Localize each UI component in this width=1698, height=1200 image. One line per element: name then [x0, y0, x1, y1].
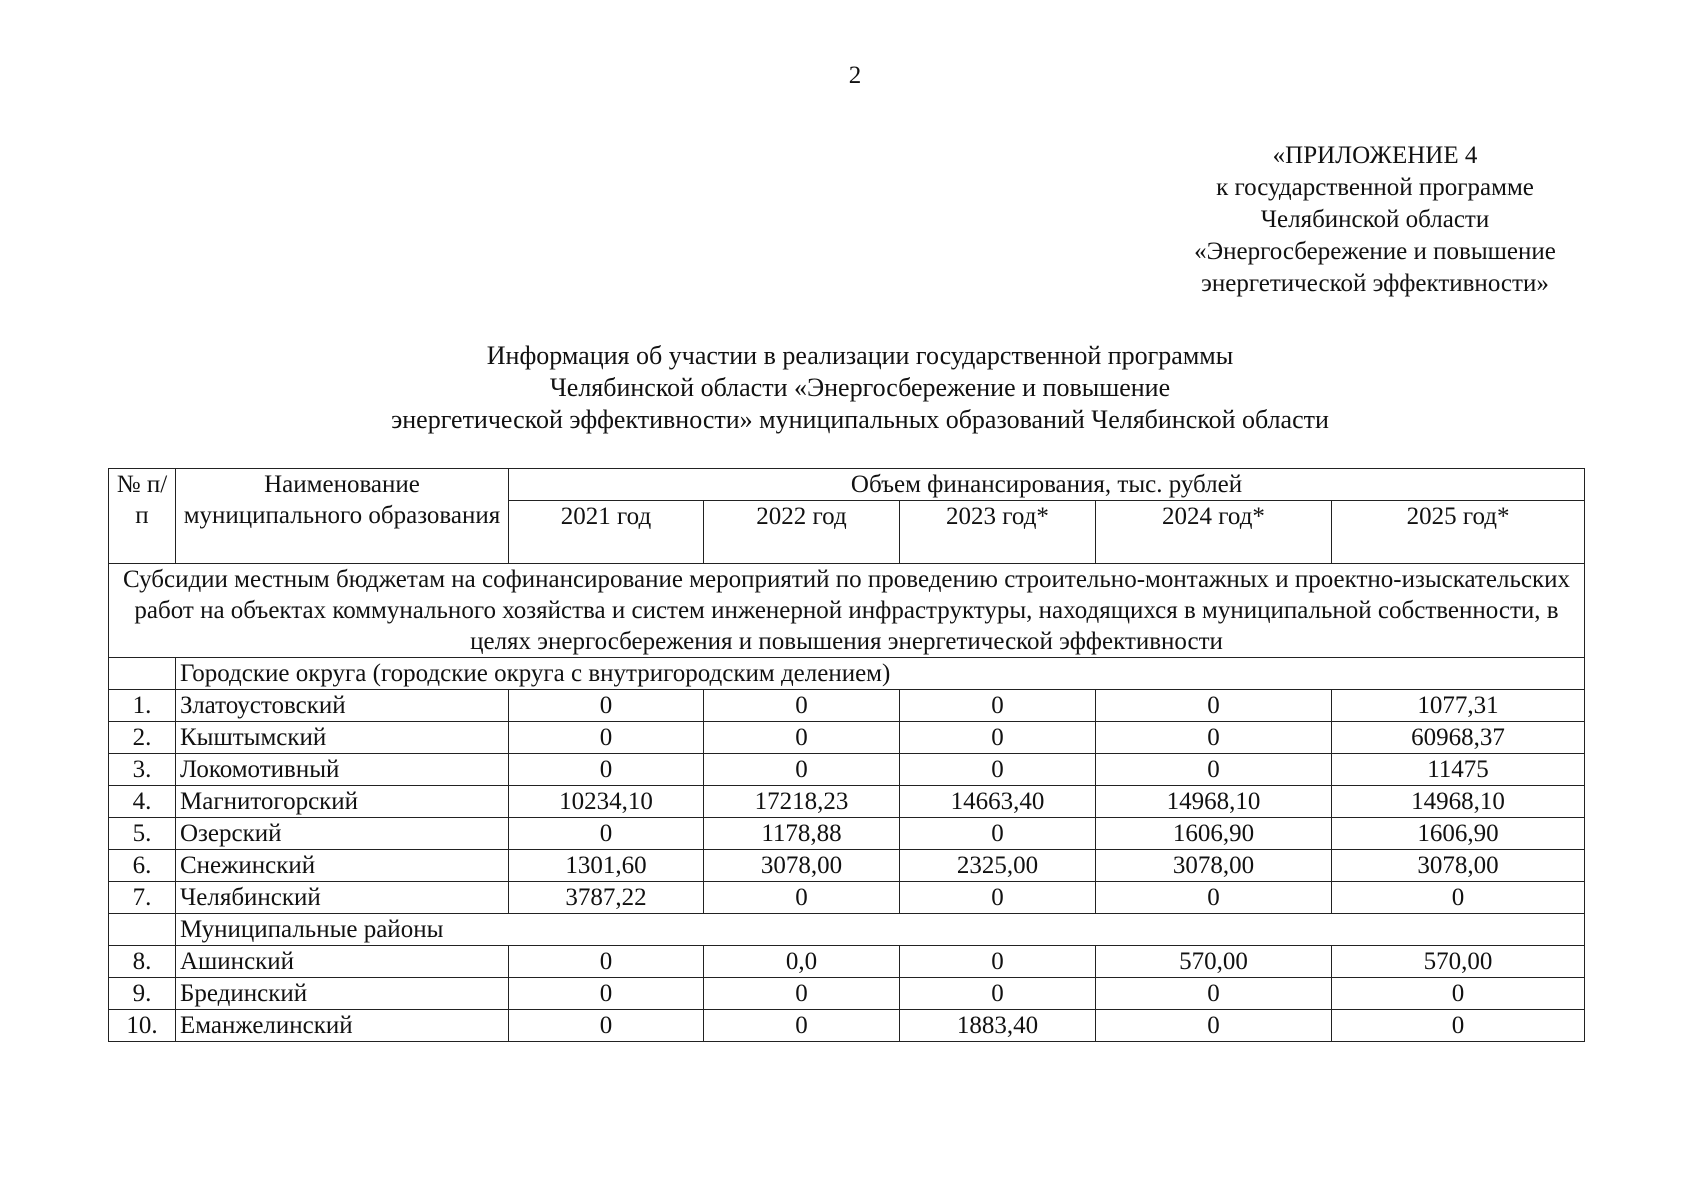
financing-value: 3787,22	[509, 882, 704, 914]
municipality-name: Еманжелинский	[176, 1010, 509, 1042]
financing-value: 1606,90	[1332, 818, 1585, 850]
financing-value: 0	[509, 690, 704, 722]
table-row	[109, 1010, 1585, 1042]
group-title: Муниципальные районы	[176, 914, 1585, 946]
header-financing: Объем финансирования, тыс. рублей	[509, 469, 1585, 501]
financing-value: 0	[704, 690, 900, 722]
annex-line: «ПРИЛОЖЕНИЕ 4	[1272, 142, 1478, 169]
row-number: 7.	[109, 882, 176, 914]
header-number: № п/п	[109, 469, 176, 564]
financing-value: 0	[509, 1010, 704, 1042]
financing-value: 1883,40	[900, 1010, 1096, 1042]
financing-value: 0	[509, 978, 704, 1010]
section-title: Субсидии местным бюджетам на софинансирование мероприятий по проведению строительно-монтажных и проектно-изыскательских работ на объектах коммунального хозяйства и систем инженерной инфраструктуры, находящихся в муниципальной собственности, в целях энергосбережения и повышения энергетической эффективности	[109, 564, 1585, 658]
annex-line: Челябинской области	[1260, 206, 1490, 233]
municipality-name: Кыштымский	[176, 722, 509, 754]
group-row	[109, 658, 1585, 690]
financing-value: 0	[1096, 754, 1332, 786]
financing-value: 10234,10	[509, 786, 704, 818]
row-number: 5.	[109, 818, 176, 850]
financing-value: 0	[1096, 978, 1332, 1010]
financing-value: 0	[1096, 722, 1332, 754]
table-header-row	[109, 469, 1585, 501]
row-number: 2.	[109, 722, 176, 754]
table-row	[109, 786, 1585, 818]
annex-line: энергетической эффективности»	[1201, 270, 1549, 297]
financing-value: 570,00	[1332, 946, 1585, 978]
financing-value: 0	[900, 818, 1096, 850]
header-year: 2023 год*	[900, 501, 1096, 564]
financing-value: 0	[900, 882, 1096, 914]
financing-value: 14663,40	[900, 786, 1096, 818]
group-title: Городские округа (городские округа с внутригородским делением)	[176, 658, 1585, 690]
financing-value: 0	[900, 978, 1096, 1010]
financing-value: 0	[509, 818, 704, 850]
table-row	[109, 882, 1585, 914]
financing-value: 11475	[1332, 754, 1585, 786]
financing-value: 1077,31	[1332, 690, 1585, 722]
financing-value: 3078,00	[1096, 850, 1332, 882]
financing-value: 0	[900, 690, 1096, 722]
financing-value: 0	[900, 754, 1096, 786]
financing-value: 0,0	[704, 946, 900, 978]
financing-value: 0	[1332, 1010, 1585, 1042]
financing-table	[108, 468, 1585, 1042]
financing-value: 1178,88	[704, 818, 900, 850]
group-number-cell	[109, 914, 176, 946]
title-line: Информация об участии в реализации государственной программы	[486, 341, 1234, 370]
annex-line: к государственной программе	[1216, 174, 1534, 201]
municipality-name: Челябинский	[176, 882, 509, 914]
financing-value: 0	[704, 882, 900, 914]
financing-value: 0	[1096, 1010, 1332, 1042]
annex-header	[1140, 140, 1610, 300]
financing-value: 0	[1332, 978, 1585, 1010]
financing-value: 0	[509, 722, 704, 754]
row-number: 6.	[109, 850, 176, 882]
municipality-name: Златоустовский	[176, 690, 509, 722]
financing-value: 17218,23	[704, 786, 900, 818]
financing-value: 0	[1096, 690, 1332, 722]
group-number-cell	[109, 658, 176, 690]
document-title	[300, 340, 1420, 436]
financing-value: 0	[509, 754, 704, 786]
financing-value: 0	[900, 946, 1096, 978]
annex-line: «Энергосбережение и повышение	[1194, 238, 1556, 265]
financing-value: 60968,37	[1332, 722, 1585, 754]
table-row	[109, 946, 1585, 978]
row-number: 3.	[109, 754, 176, 786]
financing-value: 0	[704, 978, 900, 1010]
financing-value: 0	[1332, 882, 1585, 914]
financing-value: 3078,00	[704, 850, 900, 882]
financing-value: 0	[704, 754, 900, 786]
financing-value: 14968,10	[1332, 786, 1585, 818]
financing-value: 0	[704, 722, 900, 754]
group-row	[109, 914, 1585, 946]
header-year: 2021 год	[509, 501, 704, 564]
header-year: 2025 год*	[1332, 501, 1585, 564]
title-line: энергетической эффективности» муниципальных образований Челябинской области	[391, 405, 1329, 434]
row-number: 4.	[109, 786, 176, 818]
table-row	[109, 978, 1585, 1010]
row-number: 9.	[109, 978, 176, 1010]
header-municipality: Наименование муниципального образования	[176, 469, 509, 564]
row-number: 1.	[109, 690, 176, 722]
municipality-name: Озерский	[176, 818, 509, 850]
page-number: 2	[848, 62, 862, 89]
table-row	[109, 690, 1585, 722]
header-year: 2022 год	[704, 501, 900, 564]
financing-value: 3078,00	[1332, 850, 1585, 882]
table-row	[109, 818, 1585, 850]
header-year: 2024 год*	[1096, 501, 1332, 564]
table-row	[109, 754, 1585, 786]
row-number: 10.	[109, 1010, 176, 1042]
financing-value: 570,00	[1096, 946, 1332, 978]
financing-value: 0	[900, 722, 1096, 754]
municipality-name: Локомотивный	[176, 754, 509, 786]
row-number: 8.	[109, 946, 176, 978]
section-row	[109, 564, 1585, 658]
table-row	[109, 850, 1585, 882]
financing-value: 0	[509, 946, 704, 978]
municipality-name: Ашинский	[176, 946, 509, 978]
municipality-name: Брединский	[176, 978, 509, 1010]
financing-value: 1606,90	[1096, 818, 1332, 850]
financing-value: 0	[1096, 882, 1332, 914]
financing-value: 2325,00	[900, 850, 1096, 882]
title-line: Челябинской области «Энергосбережение и повышение	[549, 373, 1171, 402]
municipality-name: Магнитогорский	[176, 786, 509, 818]
financing-value: 14968,10	[1096, 786, 1332, 818]
table-row	[109, 722, 1585, 754]
municipality-name: Снежинский	[176, 850, 509, 882]
financing-value: 0	[704, 1010, 900, 1042]
financing-value: 1301,60	[509, 850, 704, 882]
